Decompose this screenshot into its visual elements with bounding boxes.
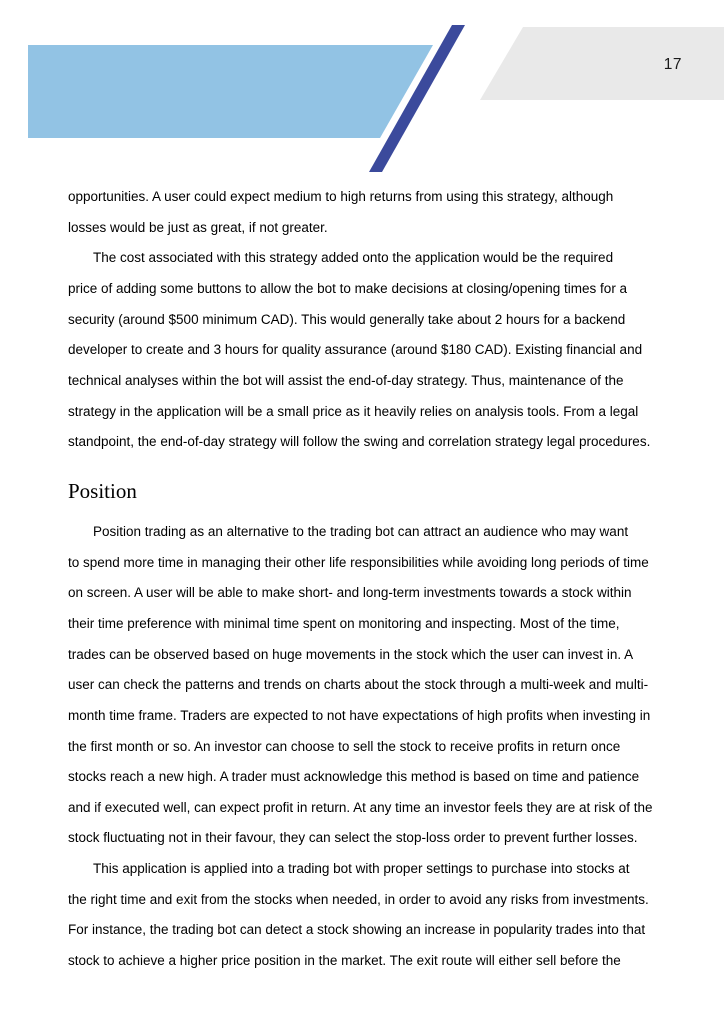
- text-line: trades can be observed based on huge movements in the stock which the user can invest in. A: [68, 646, 634, 662]
- text-line: user can check the patterns and trends on charts about the stock through a multi-week and multi-: [68, 677, 649, 693]
- header-blue-bar: [28, 45, 433, 138]
- paragraph: [68, 517, 660, 854]
- section-heading: Position: [68, 478, 137, 503]
- text-line: and if executed well, can expect profit in return. At any time an investor feels they are at risk of the: [68, 799, 653, 815]
- header-graphic: [0, 0, 724, 180]
- text-line: to spend more time in managing their other life responsibilities while avoiding long periods of time: [68, 554, 649, 570]
- paragraph: [68, 243, 660, 458]
- text-line: the first month or so. An investor can choose to sell the stock to receive profits in return once: [68, 738, 621, 754]
- text-line: losses would be just as great, if not greater.: [68, 219, 328, 235]
- text-line: This application is applied into a trading bot with proper settings to purchase into stocks at: [93, 861, 630, 877]
- text-line: the right time and exit from the stocks when needed, in order to avoid any risks from investments.: [68, 891, 649, 907]
- text-line: month time frame. Traders are expected to not have expectations of high profits when investing in: [68, 707, 651, 723]
- text-line: security (around $500 minimum CAD). This would generally take about 2 hours for a backend: [68, 311, 626, 327]
- page-number: 17: [663, 56, 682, 73]
- text-line: Position trading as an alternative to the trading bot can attract an audience who may want: [93, 523, 629, 539]
- paragraph: [68, 854, 660, 977]
- text-line: The cost associated with this strategy added onto the application would be the required: [93, 250, 614, 266]
- text-line: standpoint, the end-of-day strategy will follow the swing and correlation strategy legal procedures.: [68, 434, 651, 450]
- text-line: their time preference with minimal time spent on monitoring and inspecting. Most of the time,: [68, 615, 620, 631]
- text-line: technical analyses within the bot will assist the end-of-day strategy. Thus, maintenance of the: [68, 372, 624, 388]
- header-page-number-band: [480, 27, 724, 100]
- text-line: stocks reach a new high. A trader must acknowledge this method is based on time and patience: [68, 769, 640, 785]
- text-line: strategy in the application will be a small price as it heavily relies on analysis tools. From a legal: [68, 403, 639, 419]
- text-line: For instance, the trading bot can detect a stock showing an increase in popularity trades into that: [68, 922, 646, 938]
- text-line: opportunities. A user could expect medium to high returns from using this strategy, although: [68, 189, 614, 204]
- text-line: stock to achieve a higher price position in the market. The exit route will either sell before the: [68, 953, 621, 969]
- text-line: developer to create and 3 hours for quality assurance (around $180 CAD). Existing financial and: [68, 342, 643, 358]
- paragraph: [68, 182, 660, 243]
- text-line: on screen. A user will be able to make short- and long-term investments towards a stock within: [68, 585, 632, 601]
- text-line: price of adding some buttons to allow the bot to make decisions at closing/opening times for a: [68, 280, 628, 296]
- text-line: stock fluctuating not in their favour, they can select the stop-loss order to prevent further losses.: [68, 830, 638, 846]
- document-body: [68, 182, 660, 977]
